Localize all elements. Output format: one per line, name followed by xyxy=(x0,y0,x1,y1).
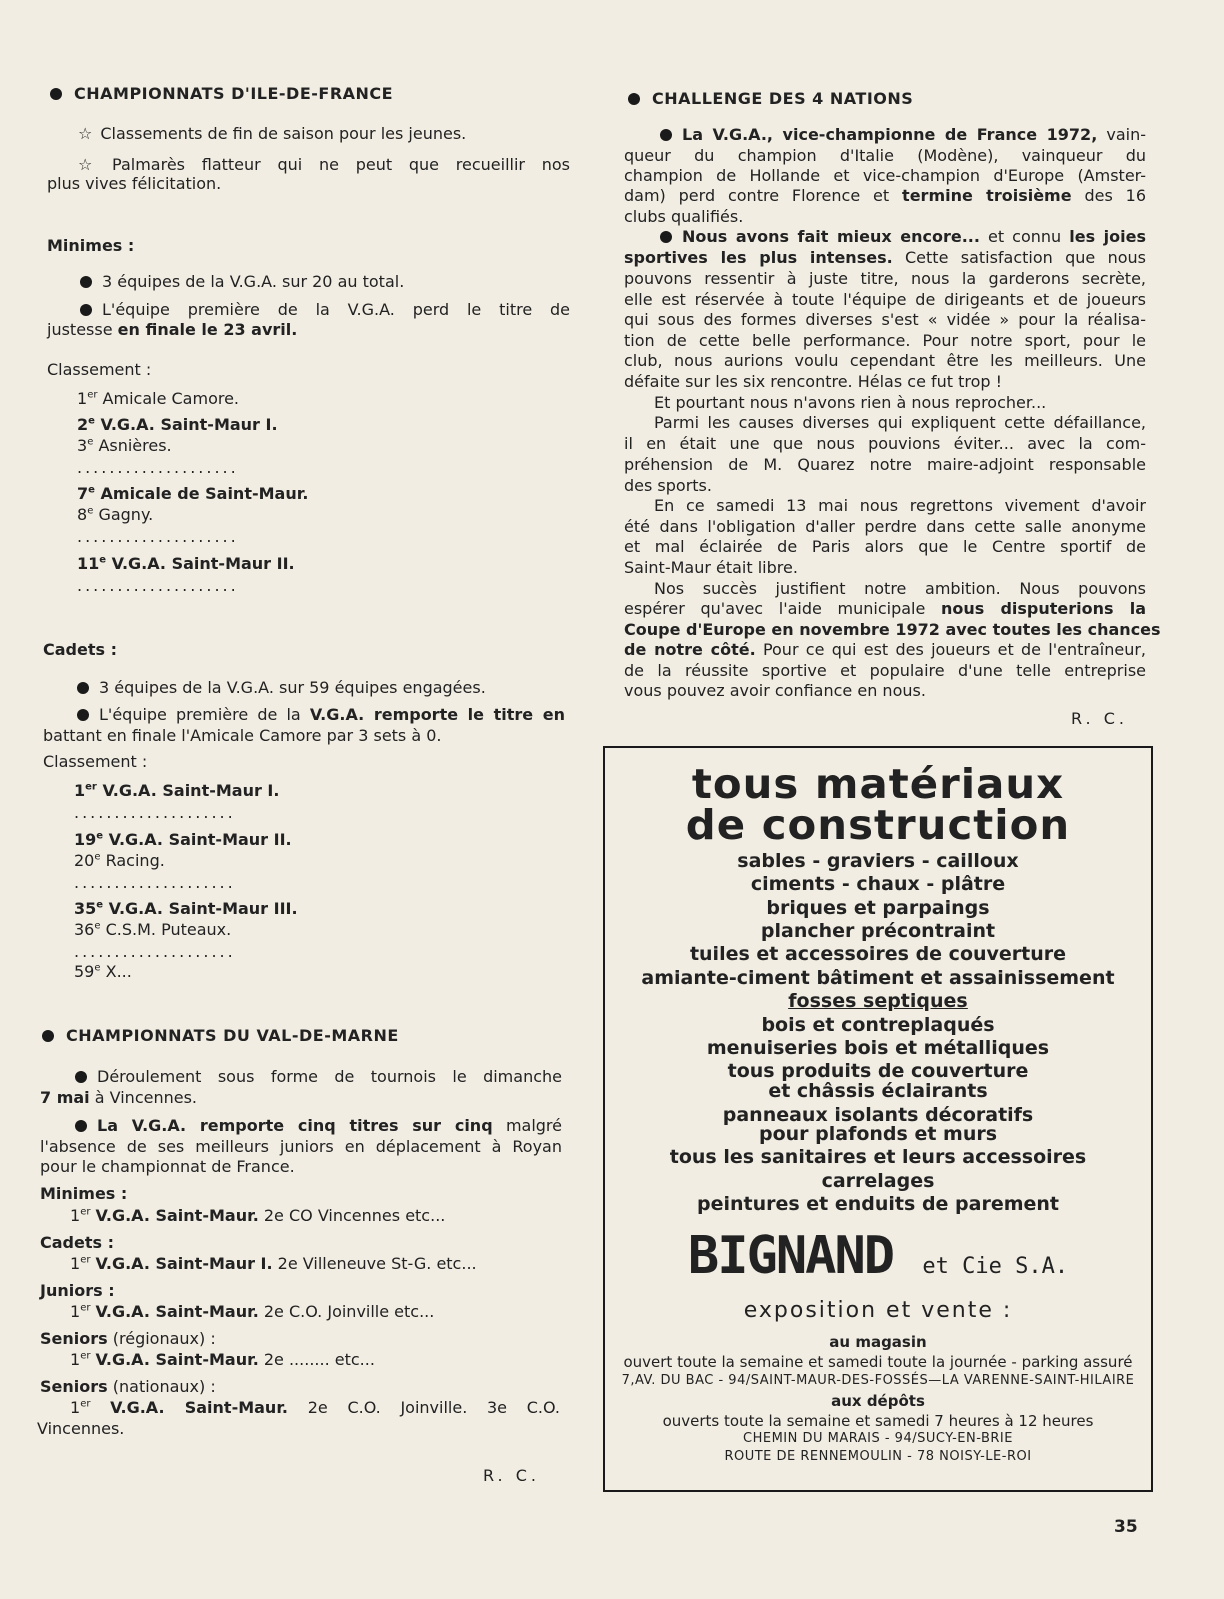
idf-star-2b: plus vives félicitation. xyxy=(47,174,222,193)
vdm-bullet-1b: 7 mai à Vincennes. xyxy=(40,1088,198,1107)
minimes-label: Minimes : xyxy=(47,236,135,255)
ad-depot-1: CHEMIN DU MARAIS - 94/SUCY-EN-BRIE xyxy=(743,1431,1013,1446)
p4-line1: Parmi les causes diverses qui expliquent cette défaillance, xyxy=(654,413,1146,432)
ad-item: peintures et enduits de parement xyxy=(696,1193,1060,1215)
bullet-icon xyxy=(628,93,640,105)
ad-depot-2: ROUTE DE RENNEMOULIN - 78 NOISY-LE-ROI xyxy=(724,1449,1032,1464)
page-number: 35 xyxy=(1114,1517,1138,1537)
bullet-icon xyxy=(75,1120,87,1132)
minimes-rank-11: 11e V.G.A. Saint-Maur II. xyxy=(77,554,295,573)
ad-item: pour plafonds et murs xyxy=(758,1123,998,1145)
idf-star-1: ☆ Classements de fin de saison pour les jeunes. xyxy=(78,124,467,143)
minimes-rank-2: 2e V.G.A. Saint-Maur I. xyxy=(77,415,278,434)
p1-line5: clubs qualifiés. xyxy=(624,207,744,226)
bullet-icon xyxy=(77,682,89,694)
ad-depots-label: aux dépôts xyxy=(831,1392,925,1410)
p2-line2: sportives les plus intenses. Cette satisfaction que nous xyxy=(624,248,1146,267)
star-icon: ☆ xyxy=(78,124,93,143)
p6-line2: espérer qu'avec l'aide municipale nous disputerions la xyxy=(624,599,1146,618)
ad-magasin-address: 7,AV. DU BAC - 94/SAINT-MAUR-DES-FOSSÉS—LA VARENNE-SAINT-HILAIRE xyxy=(621,1373,1135,1388)
ad-magasin-label: au magasin xyxy=(829,1333,927,1351)
p4-line3: préhension de M. Quarez notre maire-adjoint responsable xyxy=(624,455,1146,474)
ad-item: tuiles et accessoires de couverture xyxy=(689,943,1067,965)
bullet-icon xyxy=(660,129,672,141)
signature-left: R. C. xyxy=(483,1466,540,1485)
cadets-bullet-2b: battant en finale l'Amicale Camore par 3 sets à 0. xyxy=(43,726,442,745)
cadets-bullet-2a: L'équipe première de la V.G.A. remporte le titre en xyxy=(77,705,565,725)
dots-separator: .................... xyxy=(77,527,239,546)
result-cadets: 1er V.G.A. Saint-Maur I. 2e Villeneuve St-G. etc... xyxy=(70,1254,477,1273)
minimes-rank-3: 3e Asnières. xyxy=(77,436,172,455)
cadets-classement-label: Classement : xyxy=(43,752,148,771)
bullet-icon xyxy=(42,1030,54,1042)
ad-item: sables - graviers - cailloux xyxy=(737,850,1019,872)
minimes-classement-label: Classement : xyxy=(47,360,152,379)
result-minimes: 1er V.G.A. Saint-Maur. 2e CO Vincennes etc... xyxy=(70,1206,446,1225)
cadets-bullet-1: 3 équipes de la V.G.A. sur 59 équipes engagées. xyxy=(77,678,486,698)
ad-magasin-hours: ouvert toute la semaine et samedi toute la journée - parking assuré xyxy=(623,1353,1133,1371)
star-icon: ☆ xyxy=(78,155,105,174)
p5-line4: Saint-Maur était libre. xyxy=(624,558,798,577)
cadets-rank-19: 19e V.G.A. Saint-Maur II. xyxy=(74,830,292,849)
result-juniors: 1er V.G.A. Saint-Maur. 2e C.O. Joinville etc... xyxy=(70,1302,435,1321)
p6-line5: de la réussite sportive et populaire d'une telle entreprise xyxy=(624,661,1146,680)
minimes-rank-1: 1er Amicale Camore. xyxy=(77,389,240,408)
cadets-label: Cadets : xyxy=(43,640,117,659)
bullet-icon xyxy=(80,276,92,288)
ad-depots-hours: ouverts toute la semaine et samedi 7 heures à 12 heures xyxy=(662,1412,1094,1430)
ad-headline-1: tous matériaux xyxy=(691,760,1065,808)
ad-item: ciments - chaux - plâtre xyxy=(750,873,1006,895)
ad-item: fosses septiques xyxy=(788,990,968,1012)
p5-line3: et mal éclairée de Paris alors que le Centre sportif de xyxy=(624,537,1146,556)
result-cat-cadets: Cadets : xyxy=(40,1233,114,1252)
vdm-bullet-2c: pour le championnat de France. xyxy=(40,1157,295,1176)
minimes-bullet-2b: justesse en finale le 23 avril. xyxy=(47,320,298,339)
p4-line4: des sports. xyxy=(624,476,712,495)
ad-expo: exposition et vente : xyxy=(743,1298,1013,1323)
minimes-rank-7: 7e Amicale de Saint-Maur. xyxy=(77,484,309,503)
ad-item: briques et parpaings xyxy=(766,897,990,919)
result-cat-seniors-nat: Seniors (nationaux) : xyxy=(40,1377,216,1396)
ad-item: carrelages xyxy=(821,1170,935,1192)
minimes-bullet-2a: L'équipe première de la V.G.A. perd le titre de xyxy=(80,300,570,320)
p2-line7: club, nous aurions voulu cependant être les meilleurs. Une xyxy=(624,351,1146,370)
dots-separator: .................... xyxy=(74,873,236,892)
p1-line2: queur du champion d'Italie (Modène), vainqueur du xyxy=(624,146,1146,165)
minimes-bullet-1: 3 équipes de la V.G.A. sur 20 au total. xyxy=(80,272,404,292)
p2-line3: pouvons ressentir à juste titre, nous la garderons secrète, xyxy=(624,269,1146,288)
brand-logo: BIGNAND et Cie S.A. xyxy=(687,1226,1069,1286)
result-cat-minimes: Minimes : xyxy=(40,1184,128,1203)
advertisement-box xyxy=(603,746,1153,1492)
dots-separator: .................... xyxy=(74,803,236,822)
dots-separator: .................... xyxy=(74,942,236,961)
ad-headline-2: de construction xyxy=(685,801,1071,849)
ad-item: menuiseries bois et métalliques xyxy=(706,1037,1050,1059)
signature-right: R. C. xyxy=(1071,709,1128,728)
ad-item: amiante-ciment bâtiment et assainissement xyxy=(641,967,1115,989)
p6-line3: Coupe d'Europe en novembre 1972 avec toutes les chances xyxy=(624,620,1161,639)
p5-line1: En ce samedi 13 mai nous regrettons vivement d'avoir xyxy=(654,496,1146,515)
p6-line4: de notre côté. Pour ce qui est des joueurs et de l'entraîneur, xyxy=(624,640,1146,659)
p3-line1: Et pourtant nous n'avons rien à nous reprocher... xyxy=(654,393,1047,412)
p1-line3: champion de Hollande et vice-champion d'Europe (Amster- xyxy=(624,166,1146,185)
ad-item: bois et contreplaqués xyxy=(761,1014,995,1036)
p2-line4: elle est réservée à toute l'équipe de dirigeants et de joueurs xyxy=(624,290,1146,309)
p2-line1: Nous avons fait mieux encore... et connu les joies xyxy=(660,227,1146,247)
p6-line6: vous pouvez avoir confiance en nous. xyxy=(624,681,926,700)
cadets-rank-35: 35e V.G.A. Saint-Maur III. xyxy=(74,899,298,918)
bullet-icon xyxy=(660,231,672,243)
cadets-rank-20: 20e Racing. xyxy=(74,851,165,870)
heading-challenge: CHALLENGE DES 4 NATIONS xyxy=(628,89,913,108)
bullet-icon xyxy=(77,709,89,721)
p1-line4: dam) perd contre Florence et termine troisième des 16 xyxy=(624,186,1147,205)
result-seniors-reg: 1er V.G.A. Saint-Maur. 2e ........ etc... xyxy=(70,1350,375,1369)
p2-line6: tion de cette belle performance. Pour notre sport, pour le xyxy=(624,331,1146,350)
p2-line8: défaite sur les six rencontre. Hélas ce fut trop ! xyxy=(624,372,1003,391)
vdm-bullet-2b: l'absence de ses meilleurs juniors en déplacement à Royan xyxy=(40,1137,562,1156)
minimes-rank-8: 8e Gagny. xyxy=(77,505,154,524)
cadets-rank-59: 59e X... xyxy=(74,962,132,981)
bullet-icon xyxy=(50,88,62,100)
p1-line1: La V.G.A., vice-championne de France 1972, vain- xyxy=(660,125,1146,145)
result-cat-seniors-reg: Seniors (régionaux) : xyxy=(40,1329,216,1348)
ad-item: tous produits de couverture xyxy=(727,1060,1029,1082)
p5-line2: été dans l'obligation d'aller perdre dans cette salle anonyme xyxy=(624,517,1146,536)
cadets-rank-36: 36e C.S.M. Puteaux. xyxy=(74,920,232,939)
p2-line5: qui sous des formes diverses s'est « vidée » pour la réalisa- xyxy=(624,310,1146,329)
vdm-bullet-2a: La V.G.A. remporte cinq titres sur cinq malgré xyxy=(75,1116,562,1136)
vdm-bullet-1a: Déroulement sous forme de tournois le dimanche xyxy=(75,1067,562,1087)
bullet-icon xyxy=(80,304,92,316)
idf-star-2a: ☆ Palmarès flatteur qui ne peut que recueillir nos xyxy=(78,155,571,174)
p4-line2: il en était une que nous pouvions éviter... avec la com- xyxy=(624,434,1146,453)
cadets-rank-1: 1er V.G.A. Saint-Maur I. xyxy=(74,781,280,800)
ad-item: et châssis éclairants xyxy=(768,1080,988,1102)
dots-separator: .................... xyxy=(77,576,239,595)
bullet-icon xyxy=(75,1071,87,1083)
result-seniors-nat: 1er V.G.A. Saint-Maur. 2e C.O. Joinville. 3e C.O. xyxy=(70,1398,561,1417)
heading-idf: CHAMPIONNATS D'ILE-DE-FRANCE xyxy=(50,84,393,103)
result-seniors-nat-cont: Vincennes. xyxy=(37,1419,125,1438)
dots-separator: .................... xyxy=(77,458,239,477)
heading-vdm: CHAMPIONNATS DU VAL-DE-MARNE xyxy=(42,1026,399,1045)
p6-line1: Nos succès justifient notre ambition. Nous pouvons xyxy=(654,579,1146,598)
ad-item: panneaux isolants décoratifs xyxy=(722,1104,1034,1126)
ad-item: tous les sanitaires et leurs accessoires xyxy=(669,1146,1087,1168)
result-cat-juniors: Juniors : xyxy=(40,1281,115,1300)
ad-item: plancher précontraint xyxy=(760,920,996,942)
